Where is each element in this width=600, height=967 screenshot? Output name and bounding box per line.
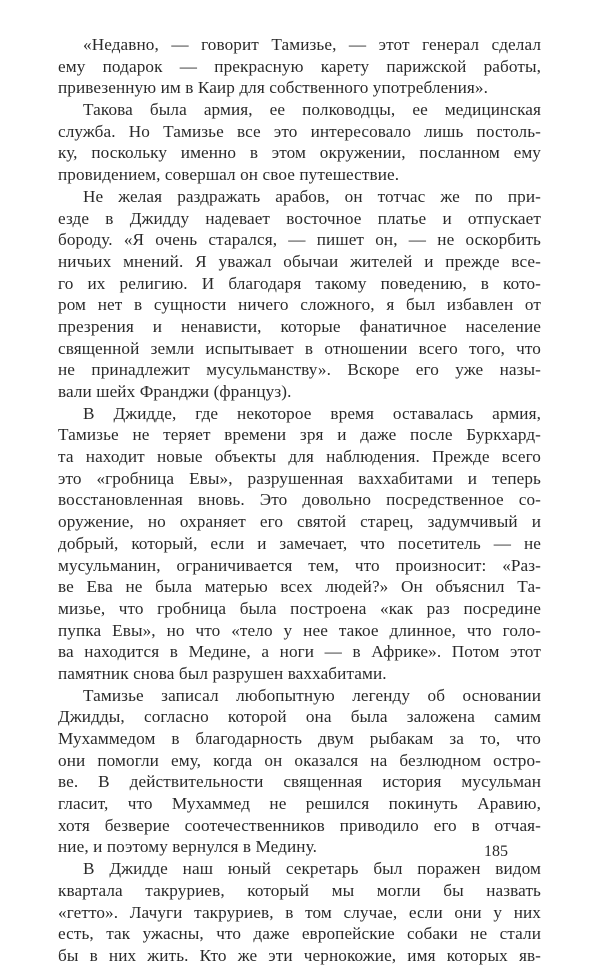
text-line: езде в Джидду надевает восточное платье и отпускает <box>58 208 541 228</box>
text-line: есть, так ужасны, что даже европейские собаки не стали <box>58 924 541 944</box>
text-line: та находит новые объекты для наблюдения. Прежде всего <box>58 447 541 467</box>
paragraph-first-line: В Джидде, где некоторое время оставалась армия, <box>83 403 541 423</box>
text-line: оружение, но охраняет его святой старец, задумчивый и <box>58 512 541 532</box>
text-line: квартала такруриев, который мы могли бы назвать <box>58 880 541 900</box>
text-line: они помогли ему, когда он оказался на безлюдном остро- <box>58 750 541 770</box>
text-line: бы в них жить. Кто же эти чернокожие, имя которых яв- <box>58 945 541 965</box>
paragraph-first-line: «Недавно, — говорит Тамизье, — этот генерал сделал <box>83 35 541 54</box>
text-line: ние, и поэтому вернулся в Медину. <box>58 837 317 857</box>
text-line: мусульманин, ограничивается тем, что произносит: «Раз- <box>58 555 541 575</box>
text-line: гласит, что Мухаммед не решился покинуть Аравию, <box>58 794 541 814</box>
paragraph-first-line: В Джидде наш юный секретарь был поражен видом <box>83 859 541 879</box>
paragraph-first-line: Тамизье записал любопытную легенду об основании <box>83 685 541 705</box>
text-line: «гетто». Лачуги такруриев, в том случае, если они у них <box>58 902 541 922</box>
text-line: ничьих мнений. Я уважал обычаи жителей и прежде все- <box>58 251 541 271</box>
text-line: го их религию. И благодаря такому поведению, в кото- <box>58 273 541 293</box>
text-line: ему подарок — прекрасную карету парижской работы, <box>58 56 541 76</box>
text-line: ку, поскольку именно в этом окружении, посланном ему <box>58 143 541 163</box>
text-line: пупка Евы», но что «тело у нее такое длинное, что голо- <box>58 620 541 640</box>
text-line: презрения и ненависти, которые фанатичное население <box>58 316 541 336</box>
page-number: 185 <box>484 843 508 860</box>
text-line: священной земли испытывает в отношении всего того, что <box>58 338 541 358</box>
text-line: провидением, совершал он свое путешествие. <box>58 165 400 185</box>
text-line: не принадлежит мусульманству». Вскоре его уже назы- <box>58 360 541 380</box>
text-line: Мухаммедом в благодарность двум рыбакам за то, что <box>58 729 541 748</box>
text-line: памятник снова был разрушен ваххабитами. <box>58 663 387 683</box>
text-line: Тамизье не теряет времени зря и даже после Буркхард- <box>58 425 541 445</box>
text-line: мизье, что гробница была построена «как раз посредине <box>58 598 541 618</box>
text-line: вали шейх Франджи (француз). <box>58 382 292 401</box>
text-line: ве Ева не была матерью всех людей?» Он объяснил Та- <box>58 577 541 597</box>
page-body <box>58 34 541 967</box>
text-line: привезенную им в Каир для собственного употребления». <box>58 78 489 98</box>
text-line: добрый, который, если и замечает, что посетитель — не <box>58 533 541 553</box>
text-line: это «гробница Евы», разрушенная ваххабитами и теперь <box>58 468 541 488</box>
paragraph-first-line: Не желая раздражать арабов, он тотчас же по при- <box>83 186 541 206</box>
text-line: бороду. «Я очень старался, — пишет он, — не оскорбить <box>58 230 541 250</box>
text-line: ве. В действительности священная история мусульман <box>58 772 541 792</box>
text-line: хотя безверие соотечественников приводило его в отчая- <box>58 815 541 835</box>
text-line: восстановленная вновь. Это довольно посредственное со- <box>58 490 541 510</box>
text-line: ром нет в сущности ничего сложного, я был избавлен от <box>58 295 541 315</box>
text-line: ва находится в Медине, а ноги — в Африке». Потом этот <box>58 642 541 662</box>
text-line: Джидды, согласно которой она была заложена самим <box>58 707 541 727</box>
paragraph-first-line: Такова была армия, ее полководцы, ее медицинская <box>83 100 541 120</box>
text-line: служба. Но Тамизье все это интересовало лишь постоль- <box>58 121 541 141</box>
